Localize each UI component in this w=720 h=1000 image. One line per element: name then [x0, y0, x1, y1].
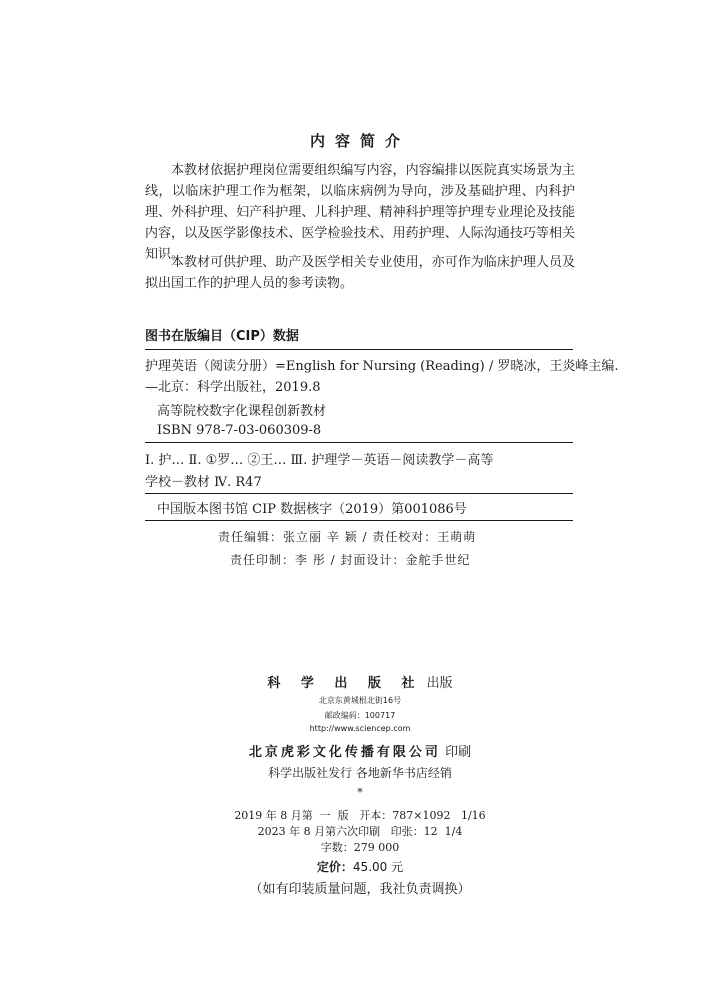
printer-suffix: 印刷: [445, 745, 472, 760]
edition-line-3: 字数：279 000: [320, 841, 400, 854]
printer-name: 北京虎彩文化传播有限公司: [248, 745, 441, 760]
price-value: 45.00 元: [352, 860, 404, 874]
distribution: 科学出版社发行 各地新华书店经销: [268, 766, 452, 780]
cip-series: 高等院校数字化课程创新教材: [157, 404, 327, 419]
staff-editors: 责任编辑：张立丽 辛 颖 / 责任校对：王萌萌: [218, 530, 477, 544]
price-label: 定价：: [316, 860, 353, 874]
intro-paragraph-1: 本教材依据护理岗位需要组织编写内容，内容编排以医院真实场景为主线，以临床护理工作为框架，以临床病例为导向，涉及基础护理、内科护理、外科护理、妇产科护理、儿科护理、精神科护理等护理专业理论及技能内容，以及医学影像技术、医学检验技术、用药护理、人际沟通技巧等相关知识。: [145, 163, 575, 262]
intro-title: 内容简介: [309, 132, 410, 150]
publisher-postcode: 邮政编码：100717: [324, 711, 396, 720]
quality-notice: （如有印装质量问题，我社负责调换）: [249, 882, 471, 897]
cip-index-line-1: Ⅰ. 护… Ⅱ. ①罗… ②王… Ⅲ. 护理学－英语－阅读教学－高等: [145, 453, 494, 468]
publisher-line: [0, 672, 720, 691]
divider: [145, 349, 573, 350]
divider: [145, 442, 573, 443]
publisher-name: 科 学 出 版 社: [267, 676, 423, 691]
divider: [145, 493, 573, 494]
divider: [145, 520, 573, 521]
intro-paragraph-2: 本教材可供护理、助产及医学相关专业使用，亦可作为临床护理人员及拟出国工作的护理人员的参考读物。: [145, 255, 575, 291]
edition-line-1: 2019 年 8 月第 一 版 开本：787×1092 1/16: [234, 809, 486, 822]
publisher-url: http://www.sciencep.com: [309, 724, 411, 733]
printer-line: [0, 741, 720, 760]
publisher-address: 北京东黄城根北街16号: [318, 696, 402, 705]
cip-isbn: ISBN 978-7-03-060309-8: [157, 423, 322, 438]
edition-line-2: 2023 年 8 月第六次印刷 印张：12 1/4: [257, 825, 463, 838]
cip-number: 中国版本图书馆 CIP 数据核字（2019）第001086号: [157, 502, 467, 517]
staff-printing: 责任印制：李 彤 / 封面设计：金舵手世纪: [230, 553, 471, 567]
cip-index-line-2: 学校－教材 Ⅳ. R47: [145, 475, 262, 490]
price-line: [0, 858, 720, 875]
cip-publisher-line: —北京：科学出版社，2019.8: [145, 380, 321, 395]
cip-book-line: 护理英语（阅读分册）=English for Nursing (Reading) / 罗晓冰，王炎峰主编.: [145, 359, 619, 374]
cip-title: 图书在版编目（CIP）数据: [145, 329, 299, 344]
edition-block: [0, 808, 720, 856]
publisher-suffix: 出版: [426, 676, 453, 691]
separator-star: *: [357, 786, 363, 799]
